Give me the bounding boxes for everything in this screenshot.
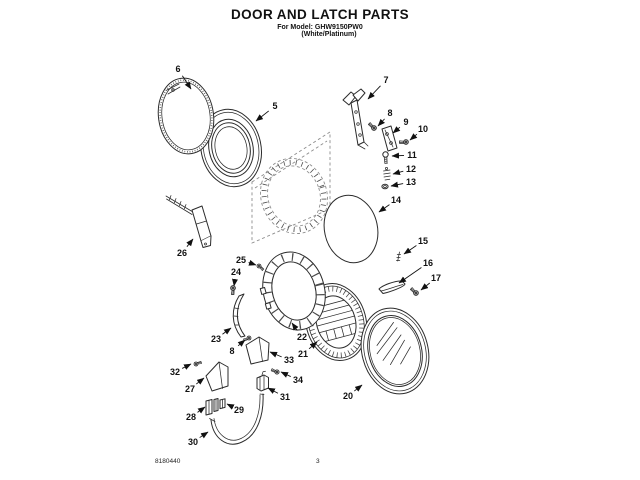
callout-arrow-14	[379, 205, 389, 212]
callout-label-24: 24	[230, 267, 242, 277]
callout-arrow-11	[392, 155, 404, 156]
callout-arrow-23	[222, 328, 231, 334]
callout-label-28: 28	[185, 412, 197, 422]
callout-arrow-29	[227, 404, 232, 406]
callout-arrow-9	[393, 127, 400, 133]
callout-label-21: 21	[297, 349, 309, 359]
callout-arrow-7	[368, 86, 380, 99]
callout-arrow-33	[270, 352, 282, 357]
page-title: DOOR AND LATCH PARTS	[231, 7, 409, 22]
part-12-retainer	[384, 167, 391, 180]
callout-label-34: 34	[292, 375, 304, 385]
part-17-screw	[409, 287, 419, 296]
part-25-screw	[256, 263, 265, 271]
part-27-wedge	[206, 362, 228, 391]
callout-label-7: 7	[383, 75, 389, 85]
part-7-hinge	[343, 89, 368, 149]
part-29-clip	[220, 399, 225, 409]
part-14-door-glass	[318, 190, 384, 268]
callout-label-14: 14	[390, 195, 402, 205]
callout-label-25: 25	[235, 255, 247, 265]
callout-arrow-8	[378, 119, 385, 126]
callout-label-17: 17	[430, 273, 442, 283]
callout-arrow-15	[404, 246, 416, 254]
callout-label-11: 11	[407, 150, 417, 160]
callout-label-26: 26	[176, 248, 188, 258]
callout-label-13: 13	[405, 177, 417, 187]
callout-arrow-24	[234, 280, 235, 286]
callout-label-32: 32	[169, 367, 181, 377]
callout-arrow-27	[196, 378, 204, 384]
callout-label-31: 31	[279, 392, 291, 402]
callout-arrow-17	[421, 283, 430, 290]
callout-label-33: 33	[283, 355, 295, 365]
part-24-screw	[229, 285, 237, 295]
callout-arrow-26	[187, 239, 193, 247]
callout-label-6: 6	[175, 64, 181, 74]
part-16-latch-lever	[379, 281, 405, 294]
part-33-wedge	[246, 337, 269, 364]
callout-label-9: 9	[403, 117, 409, 127]
callout-label-8: 8	[229, 346, 235, 356]
model-subtitle: For Model: GHW9150PW0	[277, 24, 363, 31]
part-15-pin	[396, 252, 400, 261]
document-number: 8180440	[155, 458, 181, 465]
callout-arrow-12	[393, 171, 403, 174]
callout-label-5: 5	[272, 101, 278, 111]
callout-label-22: 22	[296, 332, 308, 342]
callout-arrow-32	[182, 364, 191, 368]
callout-label-30: 30	[187, 437, 199, 447]
part-31-latch	[257, 371, 269, 391]
callout-arrow-34	[281, 372, 291, 377]
callout-label-16: 16	[422, 258, 434, 268]
callout-arrow-31	[268, 388, 278, 393]
part-23-curved-bracket	[233, 294, 245, 337]
part-34-screw	[271, 369, 279, 375]
part-13-nut	[382, 184, 388, 189]
part-10-screw	[399, 138, 409, 146]
callout-label-8: 8	[387, 108, 393, 118]
callout-label-12: 12	[405, 164, 417, 174]
part-32-screw	[193, 359, 202, 367]
page-number: 3	[316, 458, 320, 465]
callout-arrow-5	[256, 111, 269, 121]
part-26-hinge-pin	[166, 196, 211, 248]
part-9-hinge-plate	[382, 126, 397, 151]
part-8-screw-top	[367, 122, 377, 131]
finish-subtitle: (White/Platinum)	[301, 31, 357, 38]
callout-label-23: 23	[210, 334, 222, 344]
callout-arrow-25	[249, 263, 256, 265]
callout-arrow-13	[391, 184, 403, 186]
callout-arrow-28	[198, 407, 205, 412]
part-28-clip	[206, 399, 218, 416]
callout-arrow-16	[399, 268, 421, 283]
callout-arrow-20	[354, 385, 362, 391]
callout-label-15: 15	[417, 236, 429, 246]
callout-label-29: 29	[233, 405, 245, 415]
callout-label-20: 20	[342, 391, 354, 401]
callout-arrow-10	[410, 134, 417, 140]
callout-arrow-30	[200, 432, 208, 438]
part-11-screw	[383, 152, 388, 164]
callout-arrow-8	[238, 340, 245, 346]
callout-label-10: 10	[417, 124, 429, 134]
callout-label-27: 27	[184, 384, 196, 394]
